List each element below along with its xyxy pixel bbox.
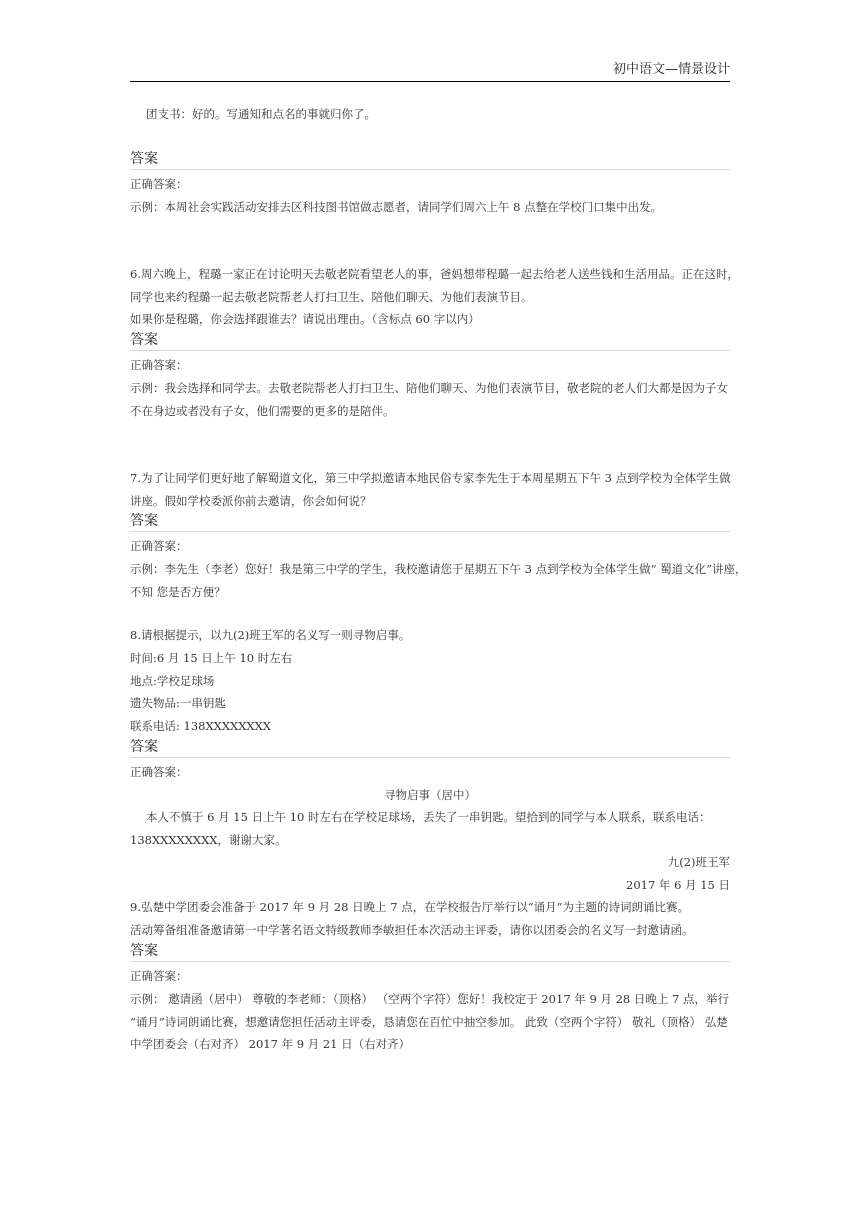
answer-notice-body-q8-line-2: 138XXXXXXXX，谢谢大家。 [130, 833, 287, 847]
correct-answer-label-q8: 正确答案： [130, 765, 188, 779]
answer-text-q7-line-2: 不知 您是否方便？ [130, 585, 226, 599]
correct-answer-label-q7: 正确答案： [130, 539, 188, 553]
answer-heading-q9: 答案 [130, 943, 730, 962]
question-8-line-5: 联系电话: 138XXXXXXXX [130, 719, 271, 733]
question-6-line-3: 如果你是程璐，你会选择跟谁去？请说出理由。（含标点 60 字以内） [130, 312, 480, 326]
header-title: 初中语文—情景设计 [612, 62, 730, 77]
answer-text-q9-line-2: “诵月”诗词朗诵比赛，想邀请您担任活动主评委，恳请您在百忙中抽空参加。 此致（空两个字符） 敬礼（顶格） 弘楚 [130, 1015, 728, 1029]
question-7-line-2: 讲座。假如学校委派你前去邀请，你会如何说？ [130, 494, 372, 508]
question-6-line-1: 6.周六晚上，程璐一家正在讨论明天去敬老院看望老人的事，爸妈想带程璐一起去给老人送些钱和生活用品。正在这时， [130, 267, 739, 281]
question-9-line-1: 9.弘楚中学团委会准备于 2017 年 9 月 28 日晚上 7 点，在学校报告厅举行以“诵月”为主题的诗词朗诵比赛。 [130, 900, 690, 914]
answer-text-q6-line-1: 示例：我会选择和同学去。去敬老院帮老人打扫卫生、陪他们聊天、为他们表演节目，敬老院的老人们大都是因为子女 [130, 381, 728, 395]
intro-dialogue-line: 团支书：好的。写通知和点名的事就归你了。 [146, 107, 376, 121]
answer-notice-heading-q8: 寻物启事（居中） [384, 788, 476, 802]
answer-heading-q7: 答案 [130, 513, 730, 532]
answer-text-q6-line-2: 不在身边或者没有子女，他们需要的更多的是陪伴。 [130, 404, 395, 418]
correct-answer-label-q5: 正确答案： [130, 177, 188, 191]
answer-text-q9-line-1: 示例： 邀请函（居中） 尊敬的李老师：（顶格） （空两个字符）您好！我校定于 2017 年 9 月 28 日晚上 7 点，举行 [130, 992, 729, 1006]
answer-heading-q5: 答案 [130, 151, 730, 170]
answer-text-q7-line-1: 示例：李先生（李老）您好！我是第三中学的学生，我校邀请您于星期五下午 3 点到学校为全体学生做“ 蜀道文化”讲座， [130, 562, 747, 576]
question-8-line-2: 时间:6 月 15 日上午 10 时左右 [130, 651, 293, 665]
correct-answer-label-q6: 正确答案： [130, 358, 188, 372]
question-9-line-2: 活动筹备组准备邀请第一中学著名语文特级教师李敏担任本次活动主评委，请你以团委会的名义写一封邀请函。 [130, 923, 694, 937]
question-8-line-3: 地点:学校足球场 [130, 674, 215, 688]
answer-heading-q8: 答案 [130, 739, 730, 758]
answer-text-q9-line-3: 中学团委会（右对齐） 2017 年 9 月 21 日（右对齐） [130, 1037, 411, 1051]
answer-heading-q6: 答案 [130, 332, 730, 351]
question-6-line-2: 同学也来约程璐一起去敬老院帮老人打扫卫生、陪他们聊天、为他们表演节目。 [130, 290, 533, 304]
correct-answer-label-q9: 正确答案： [130, 969, 188, 983]
answer-notice-body-q8-line-1: 本人不慎于 6 月 15 日上午 10 时左右在学校足球场，丢失了一串钥匙。望拾到的同学与本人联系，联系电话： [146, 810, 711, 824]
question-8-line-1: 8.请根据提示，以九(2)班王军的名义写一则寻物启事。 [130, 628, 411, 642]
page-header [130, 62, 730, 82]
answer-text-q5: 示例：本周社会实践活动安排去区科技图书馆做志愿者，请同学们周六上午 8 点整在学校门口集中出发。 [130, 200, 663, 214]
answer-notice-date-q8: 2017 年 6 月 15 日 [626, 878, 730, 892]
question-7-line-1: 7.为了让同学们更好地了解蜀道文化，第三中学拟邀请本地民俗专家李先生于本周星期五下午 3 点到学校为全体学生做 [130, 471, 731, 485]
question-8-line-4: 遗失物品:一串钥匙 [130, 696, 226, 710]
answer-notice-signature-q8: 九(2)班王军 [667, 855, 730, 869]
